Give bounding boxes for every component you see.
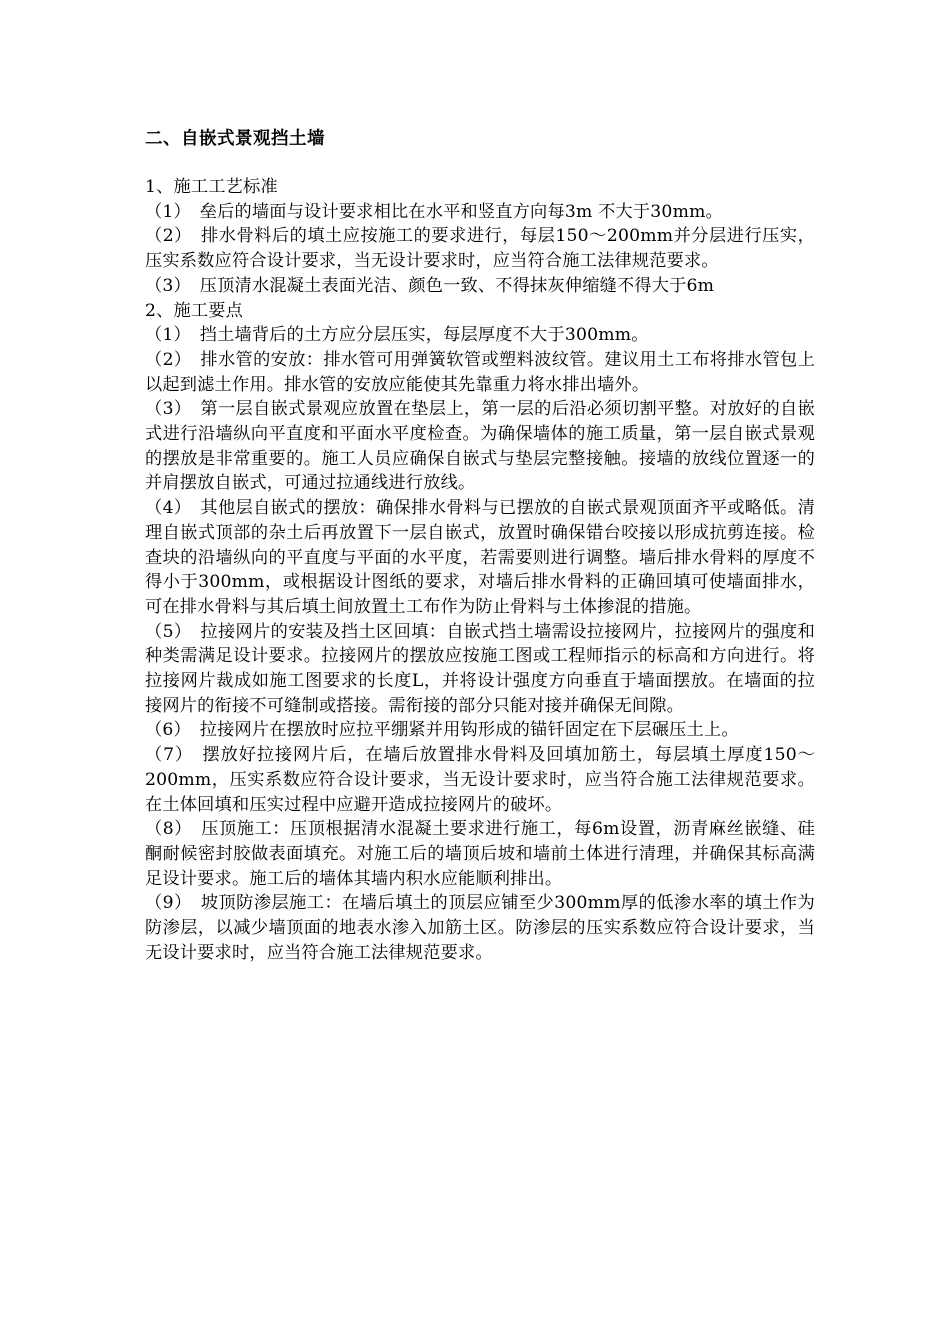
key-point-item-7: （7） 摆放好拉接网片后，在墙后放置排水骨料及回填加筋土，每层填土厚度150～200mm，压实系数应符合设计要求，当无设计要求时，应当符合施工法律规范要求。在土体回填和压实过程中应避开造成拉接网片的破坏。 bbox=[145, 745, 815, 815]
document-title: 二、自嵌式景观挡土墙 bbox=[145, 129, 325, 149]
key-point-item-6: （6） 拉接网片在摆放时应拉平绷紧并用钩形成的锚钎固定在下层碾压土上。 bbox=[145, 720, 739, 741]
key-point-item-2: （2） 排水管的安放：排水管可用弹簧软管或塑料波纹管。建议用土工布将排水管包上以起到滤土作用。排水管的安放应能使其先靠重力将水排出墙外。 bbox=[145, 349, 815, 395]
section-heading-standards: 1、施工工艺标准 bbox=[145, 177, 278, 197]
key-point-item-4: （4） 其他层自嵌式的摆放：确保排水骨料与已摆放的自嵌式景观顶面齐平或略低。清理自嵌式顶部的杂土后再放置下一层自嵌式，放置时确保错台咬接以形成抗剪连接。检查块的沿墙纵向的平直度与平面的水平度，若需要则进行调整。墙后排水骨料的厚度不得小于300mm，或根据设计图纸的要求，对墙后排水骨料的正确回填可使墙面排水，可在排水骨料与其后填土间放置土工布作为防止骨料与土体掺混的措施。 bbox=[145, 498, 815, 617]
key-point-item-3: （3） 第一层自嵌式景观应放置在垫层上，第一层的后沿必须切割平整。对放好的自嵌式进行沿墙纵向平直度和平面水平度检查。为确保墙体的施工质量，第一层自嵌式景观的摆放是非常重要的。施工人员应确保自嵌式与垫层完整接触。接墙的放线位置逐一的并肩摆放自嵌式，可通过拉通线进行放线。 bbox=[145, 399, 815, 494]
key-point-item-5: （5） 拉接网片的安装及挡土区回填：自嵌式挡土墙需设拉接网片，拉接网片的强度和种类需满足设计要求。拉接网片的摆放应按施工图或工程师指示的标高和方向进行。将拉接网片裁成如施工图要求的长度L，并将设计强度方向垂直于墙面摆放。在墙面的拉接网片的衔接不可缝制或搭接。需衔接的部分只能对接并确保无间隙。 bbox=[145, 621, 815, 716]
key-point-item-9: （9） 坡顶防渗层施工：在墙后填土的顶层应铺至少300mm厚的低渗水率的填土作为防渗层，以减少墙顶面的地表水渗入加筋土区。防渗层的压实系数应符合设计要求，当无设计要求时，应当符合施工法律规范要求。 bbox=[145, 893, 815, 963]
key-point-item-8: （8） 压顶施工：压顶根据清水混凝土要求进行施工，每6m设置，沥青麻丝嵌缝、硅酮耐候密封胶做表面填充。对施工后的墙顶后坡和墙前土体进行清理，并确保其标高满足设计要求。施工后的墙体其墙内积水应能顺利排出。 bbox=[145, 819, 815, 889]
document-body bbox=[145, 175, 815, 966]
standard-item-1: （1） 垒后的墙面与设计要求相比在水平和竖直方向每3m 不大于30mm。 bbox=[145, 201, 723, 222]
key-point-item-1: （1） 挡土墙背后的土方应分层压实，每层厚度不大于300mm。 bbox=[145, 325, 649, 346]
section-heading-key-points: 2、施工要点 bbox=[145, 300, 244, 321]
standard-item-3: （3） 压顶清水混凝土表面光洁、颜色一致、不得抹灰伸缩缝不得大于6m bbox=[145, 275, 715, 296]
standard-item-2: （2） 排水骨料后的填土应按施工的要求进行，每层150～200mm并分层进行压实，压实系数应符合设计要求，当无设计要求时，应当符合施工法律规范要求。 bbox=[145, 226, 815, 272]
